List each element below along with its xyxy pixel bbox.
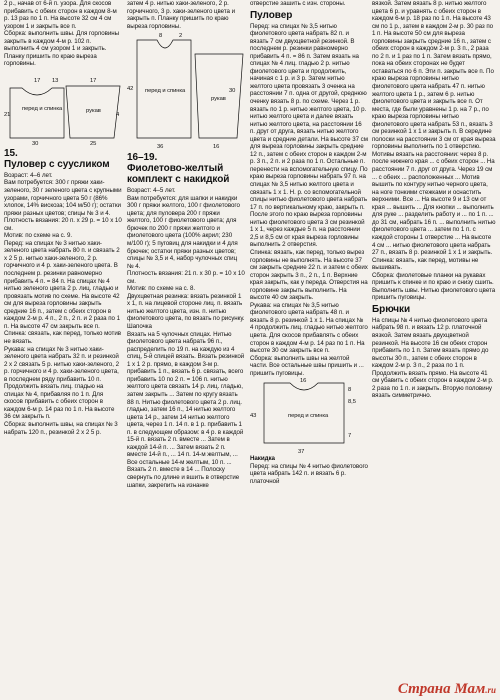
text-block: Возраст: 4–5 лет. Вам потребуется: для шапки и накидки 300 г пряжи желтого, 100 г фиолетового цвета; для пуловера 200 г пряжи желтого, 100 г фиолетового цвета; для брючек по 200 г пряжи желтого и фиолетового цвета (100% акрил; 230 м/100 г); 5 пуговиц для накидки и 4 для брючек; остатки пряжи разных цветов; спицы № 3,5 и 4, набор чулочных спиц № 4. Плотность вязания: 21 п. х 30 р. = 10 х 10 см. Мотив: по схеме на с. 8. Двухцветная резинка: вязать резинкой 1 х 1, п. на лицевой стороне лиц. п. вязать нитью желтого цвета, изн. п. нитью фиолетового цвета, по вязать по рисунку. Шапочка Вязать на 5 чулочных спицах. Нитью фиолетового цвета набрать 96 п., распределить по 19 п. на каждую из 4 спиц, 5-й спицей вязать. Вязать резинкой 1 х 1 2 р. прямо, в каждом 3-м р. прибавить 1 п., вязать 6 р. связать, всего прибавить 10 по 2 п. = 106 п. нитью желтого цвета связать 14 р. лиц. гладью, затем закрыть ... Затем по кругу вязать 88 п. Нитью фиолетового цвета 2 р. лиц. гладью, затем 16 п., 14 нитью желтого цвета 14 р., затем 14 нитью желтого цвета, через 1 п. 14 п. в 1 р. прибавить 1 п. в следующем образом: в 4 р. в каждой 15-й п. вязать 2 п. вместе ... Затем в каждой 14-й п. ... Затем вязать 2 п. вместе 14-й п., ... 14 п. 14-м желтым, ... Все остальные 14-м желтым, 10 п. ... Вязать 2 п. вместе в 14 ... Полоску свернуть по длине и вшить в отверстие шапки, закрепить на изнанке — [127, 187, 245, 489]
diagram-label: перед и спинка — [145, 88, 186, 95]
text-block: Сборка: выполнить швы. Для горловины закрыть в каждом 4-м р. 102 п. выполнить 4 см узором 1 и закрыть. Планку пришить по краю выреза горловины. — [4, 30, 121, 68]
section-number: 15. — [4, 147, 18, 159]
watermark-logo — [398, 681, 496, 698]
text-block: отверстие зашить с изн. стороны. — [250, 0, 346, 7]
diagram-label: 42 — [127, 86, 134, 93]
text-block: 2 р., начав от 6-й п. узора. Для скосов прибавить с обеих сторон в каждом 8-м р. 13 раз по 1 п. На высоте 32 см 4 см узором 1 и закрыть все п. — [4, 0, 119, 30]
diagram-label: 2 — [179, 33, 183, 40]
text-block: Возраст: 4–6 лет. Вам потребуется: 300 г пряжи хаки-зеленого, 30 г зеленого цвета с крупными узорами, горчичного цвета 50 г (86% хлопок, 14% вискоза; 104 м/50 г); остатки пряжи разных цветов; спицы № 3 и 4. Плотность вязания: 20 п. х 29 р. = 10 х 10 см. Мотив: по схеме на с. 9. Перед: на спицах № 3 нитью хаки-зеленого цвета набрать 80 п. и связать 2 х 2 5 р. нитью хаки-зеленого, 2 р. горчичного и 4 р. хаки-зеленого цвета. В последнем р. резинки равномерно прибавить 4 п. = 84 п. На спицах № 4 нитью зеленого цвета 2 р. лиц. гладью и провязать мотив по схеме. На высоте 42 см для выреза горловины закрыть средние 16 п., затем с обеих сторон в каждом 2-м р. 4 п., 2 п., 2 п. и 2 раза по 1 п. На высоте 47 см закрыть все п. Спинка: связать, как перед, только мотив не вязать. Рукава: на спицах № 3 нитью хаки-зеленого цвета набрать 32 п. и резинкой 2 х 2 связать 5 р. нитью хаки-зеленого, 2 р. горчичного и 4 р. хаки-зеленого цвета, в последнем ряду прибавить 10 п. Продолжить вязать лиц. гладью на спицах № 4, прибавляя по 1 п. Для скосов прибавить с обеих сторон в каждом 6-м р. 14 раз по 1 п. На высоте 36 см закрыть п. Сборка: выполнить швы, на спицах № 3 набрать 120 п., резинкой 2 х 2 5 р. — [4, 171, 122, 436]
diagram-label: 4 — [116, 111, 120, 118]
section-title: Пуловер с суусликом — [4, 158, 110, 170]
pattern-diagram — [4, 68, 122, 146]
diagram-label: 43 — [250, 413, 257, 420]
section-heading: Пуловер — [250, 9, 293, 21]
text-block: вязкой. Затем вязать 8 р. нитью желтого цвета 6 р. и уравнять с обеих сторон в каждом 6-м р. 18 раз по 1 п. На высоте 43 см по 1 р., затем в каждом 2-м р. 30 раз по 1 п. На высоте 50 см для выреза горловины закрыть средние 16 п., затем с обеих сторон в каждом 2-м р. 3 п., 2 раза по 2 п. и 1 раз по 1 п. Затем вязать прямо, пока на обеих сторонах не будет оставаться по 6 п. Эти п. закрыть все п. По краю выреза горловины нитью фиолетового цвета набрать 47 п. нитью желтого цвета 1 р., затем 6 р. нитью фиолетового цвета и закрыть все п. От места, где были уравнены 1 р. на 7 р., по краю выреза горловины нитью фиолетового цвета набрать 53 п., вязать 3 см резинкой 1 х 1 и закрыть п. В середине полоски на расстоянии 3 см от края выреза горловины выполнить по 1 отверстию. Мотивы вязать на расстоянии: через 8 р. после нижнего края ... с обеих сторон ... На расстоянии 7 п. друг от друга. Через 19 см ... с обеих ... расположенных ... Мотив вышить по контуру нитью черного цвета, на ноге тонкими стежками и оснастить верхними. Все ... На высоте 9 и 13 см от края ... вышить ... Для кнопки ... выполнить для руке ... разделить работу и ... по 1 п. ... до 31 см, набрать 16 п. ... выполнить нитью фиолетового цвета ... затем по 1 п. с каждой стороны 1 отверстие ... На высоте 4 см ... нитью фиолетового цвета набрать 27 п., вязать 8 р. резинкой 1 х 1 и закрыть. Спинка: вязать, как перед, мотивы не вышивать. Сборка: фиолетовые планки на рукавах пришить к спинке и по краю и снизу сшить. Выполнить швы. Нитью фиолетового цвета пришить пуговицы. — [372, 0, 496, 302]
diagram-label: перед и спинка — [288, 413, 329, 420]
diagram-label: 8,5 — [348, 399, 356, 406]
diagram-label: 37 — [298, 449, 305, 456]
section-heading — [127, 152, 245, 185]
diagram-label: 7 — [348, 433, 352, 440]
diagram-label: 21 — [4, 111, 11, 118]
column-3 — [250, 0, 368, 485]
diagram-label: 30 — [229, 88, 236, 95]
diagram-label: 16 — [213, 144, 220, 151]
watermark-text: Страна Мам — [397, 681, 486, 697]
diagram-label: 36 — [157, 144, 164, 151]
section-heading — [4, 148, 122, 170]
section-number: 16–19. — [127, 152, 158, 164]
text-block: Перед: на спицах № 3,5 нитью фиолетового цвета набрать 82 п. и вязать 7 см двухцветной резинкой. В последнем р. резинки равномерно прибавить 4 п. = 86 п. Затем вязать на спицах № 4 лиц. гладью 2 р. нитью фиолетового цвета и продолжить, начиная с 1 р. и 3 р. Затем нитью желтого цвета провязать 3 оченка на расстоянии 7 п. одна от другой, среднюю оченку вязать 8 р. по схеме. Через 1 р. вязать по 1 р. нитью желтого цвета, 10 р. нитью желтого цвета и далее вязать нитью желтого цвета, на расстоянии 16 п. друг от друга, вязать нитью желтого цвета и средние детали. На высоте 37 см для выреза горловины закрыть средние 12 п., затем с обеих сторон в каждом 2-м р. 3 п., 2 п. и 2 раза по 1 п. Остальные п. перенести на вспомогательную спицу. По краю выреза горловины набрать 97 п. на спицах № 3,5 нитью желтого цвета и связать 1 х 1. Н. р. со вспомогательной спицы нитью фиолетового цвета набрать 17 п. по вертикальному краю, закрыть п. После этого по краю выреза горловины нитью фиолетового цвета 3 см резинкой 1 х 1, через каждые 5 п. на расстоянии 2,5 и 8,5 см от края выреза горловины выполнить 2 отверстия. Спинка: вязать, как перед, только вырез горловины не выполнять. На высоте 37 см закрыть средние 22 п. и затем с обеих сторон закрыть 3 п., 2 п., 1 п. Верхние края закрыть, как у переда. Отверстия на горловине закрыть выполнить. На высоте 40 см закрыть. Рукава: на спицах № 3,5 нитью фиолетового цвета набрать 48 п. и вязать 8 р. резинкой 1 х 1. На спицах № 4 продолжить лиц. гладью нитью желтого цвета. Для скосов прибавлять с обеих сторон в каждом 4-м р. 14 раз по 1 п. На высоте 30 см закрыть все п. Сборка: выполнить швы на желтой части. Все остальные швы пришить и ... пришить пуговицы. — [250, 22, 368, 377]
text-block: Перед: на спицы № 4 нитью фиолетового цвета набрать 142 п. и вязать 6 р. платочной — [250, 462, 370, 485]
diagram-label: 13 — [52, 77, 59, 84]
diagram-label: 17 — [34, 77, 41, 84]
diagram-label: 17 — [90, 77, 97, 84]
diagram-label: 16 — [300, 378, 307, 385]
diagram-label: перед и спинка — [22, 105, 63, 112]
column-1 — [4, 0, 122, 436]
subsection-heading: Накидка — [250, 455, 275, 463]
section-title: Фиолетово-желтый комплект с накидкой — [127, 163, 230, 186]
text-block: На спицы № 4 нитью фиолетового цвета набрать 98 п. и вязать 12 р. платочной вязкой. Затем вязать двухцветной резинкой. На высоте 16 см обеих сторон прибавить по 1 п. Затем вязать прямо до высоты 30 п., затем с обеих сторон в каждом 2-м р. 3 п., 2 раза по 1 п. Продолжить вязать прямо. На высоте 41 см убавить с обеих сторон в каждом 2-м р. 2 раза по 1 п. и закрыть. Вторую половину вязать симметрично. — [372, 316, 496, 400]
diagram-label: 8 — [159, 33, 163, 40]
watermark-domain: .ru — [485, 685, 496, 695]
pattern-diagram — [250, 377, 368, 455]
section-heading: Брючки — [372, 303, 411, 315]
diagram-label: 8 — [348, 387, 352, 394]
diagram-label: рукав — [211, 96, 226, 103]
diagram-label: рукав — [86, 107, 101, 114]
column-2 — [127, 0, 245, 489]
text-block: затем 4 р. нитью хаки-зеленого, 2 р. горчичного, 3 р. хаки-зеленого цвета и закрыть п. Планку пришить по краю выреза горловины. — [127, 0, 237, 30]
diagram-label: 30 — [32, 140, 39, 146]
column-4 — [372, 0, 496, 400]
diagram-label: 25 — [90, 140, 97, 146]
pattern-diagram — [127, 30, 245, 150]
